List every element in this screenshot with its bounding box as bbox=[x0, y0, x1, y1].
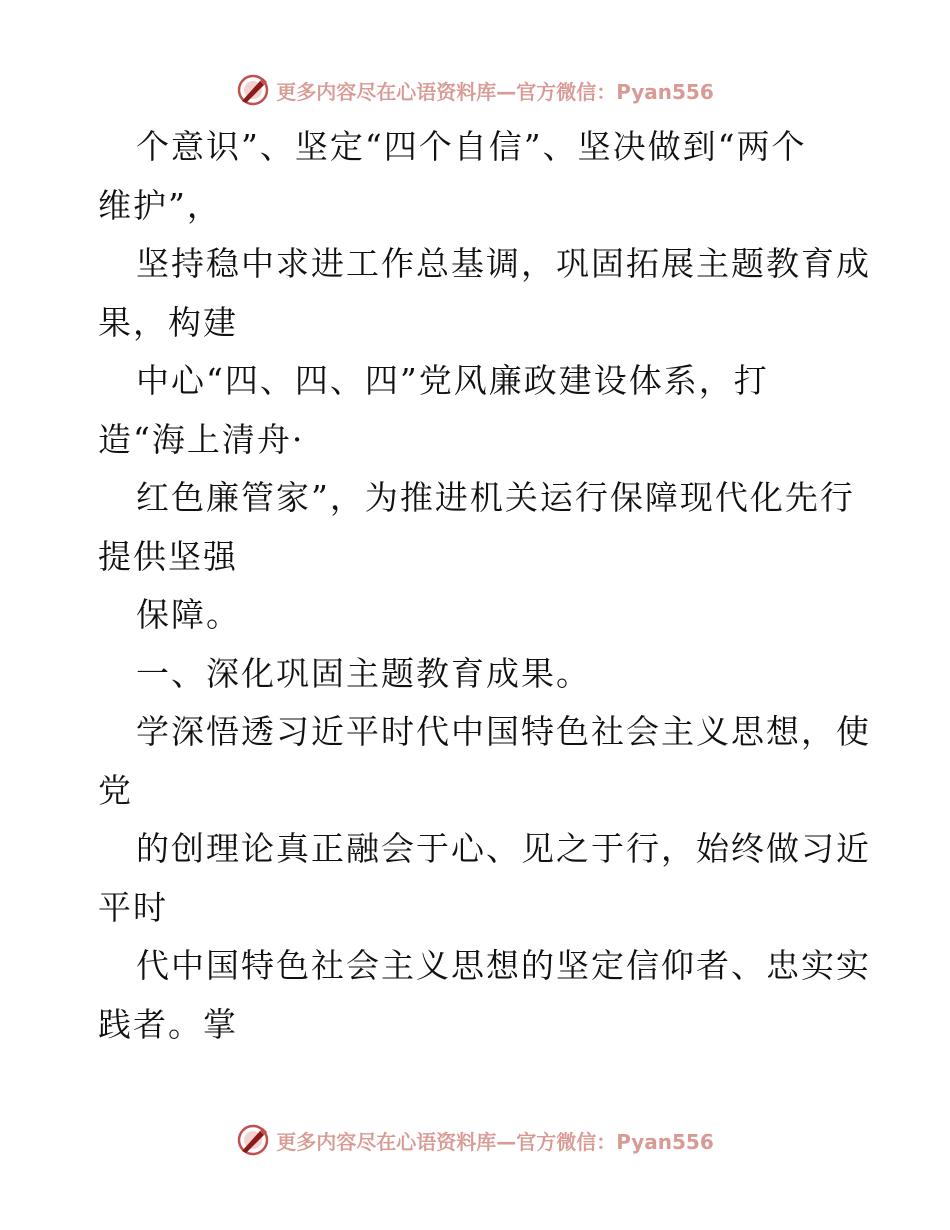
pen-logo-icon bbox=[236, 73, 270, 107]
body-line: 保障。 bbox=[136, 595, 241, 634]
body-line: 果，构建 bbox=[98, 302, 238, 342]
body-line: 维护”， bbox=[98, 185, 222, 225]
watermark-text: 更多内容尽在心语资料库—官方微信：Pyan556 bbox=[276, 1129, 714, 1154]
body-line: 学深悟透习近平时代中国特色社会主义思想，使 bbox=[136, 712, 871, 751]
body-line: 个意识”、坚定“四个自信”、坚决做到“两个 bbox=[136, 127, 807, 166]
watermark-text: 更多内容尽在心语资料库—官方微信：Pyan556 bbox=[276, 79, 714, 104]
document-body bbox=[98, 118, 871, 1054]
body-line: 党 bbox=[98, 770, 133, 810]
body-line: 提供坚强 bbox=[98, 536, 238, 576]
body-line: 造“海上清舟· bbox=[98, 419, 305, 459]
body-line: 践者。掌 bbox=[98, 1004, 238, 1044]
body-line: 红色廉管家”，为推进机关运行保障现代化先行 bbox=[136, 478, 855, 517]
body-line: 中心“四、四、四”党风廉政建设体系，打 bbox=[136, 361, 769, 400]
body-line: 代中国特色社会主义思想的坚定信仰者、忠实实 bbox=[136, 946, 871, 985]
footer-watermark bbox=[0, 1120, 950, 1160]
body-line: 的创理论真正融会于心、见之于行，始终做习近 bbox=[136, 829, 871, 868]
body-line: 坚持稳中求进工作总基调，巩固拓展主题教育成 bbox=[136, 244, 871, 283]
pen-logo-icon bbox=[236, 1123, 270, 1157]
header-watermark bbox=[0, 70, 950, 110]
body-line: 平时 bbox=[98, 887, 168, 927]
section-heading: 一、深化巩固主题教育成果。 bbox=[136, 653, 591, 693]
